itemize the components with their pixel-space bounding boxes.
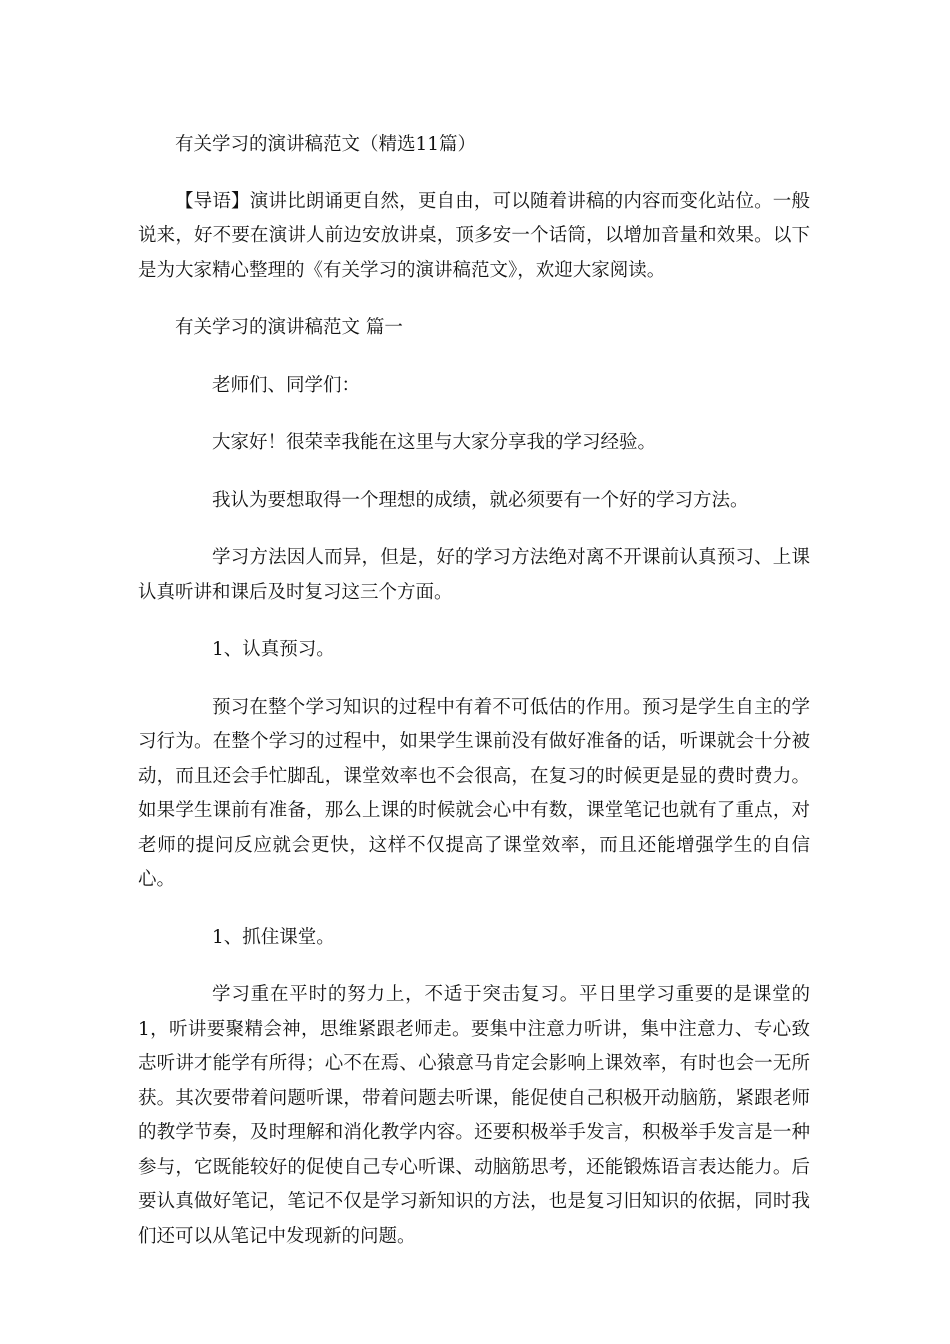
document-page bbox=[138, 128, 810, 1277]
point1-body: 预习在整个学习知识的过程中有着不可低估的作用。预习是学生自主的学习行为。在整个学习的过程中，如果学生课前没有做好准备的话，听课就会十分被动，而且还会手忙脚乱，课堂效率也不会很高，在复习的时候更是显的费时费力。如果学生课前有准备，那么上课的时候就会心中有数，课堂笔记也就有了重点，对老师的提问反应就会更快，这样不仅提高了课堂效率，而且还能增强学生的自信心。 bbox=[138, 696, 810, 890]
salutation: 老师们、同学们： bbox=[212, 374, 361, 396]
point2-title: 1、抓住课堂。 bbox=[212, 926, 335, 948]
point2-body: 学习重在平时的努力上，不适于突击复习。平日里学习重要的是课堂的1，听讲要聚精会神，思维紧跟老师走。要集中注意力听讲，集中注意力、专心致志听讲才能学有所得；心不在焉、心猿意马肯定会影响上课效率，有时也会一无所获。其次要带着问题听课，带着问题去听课，能促使自己积极开动脑筋，紧跟老师的教学节奏，及时理解和消化教学内容。还要积极举手发言，积极举手发言是一种参与，它既能较好的促使自己专心听课、动脑筋思考，还能锻炼语言表达能力。后要认真做好笔记，笔记不仅是学习新知识的方法，也是复习旧知识的依据，同时我们还可以从笔记中发现新的问题。 bbox=[138, 984, 810, 1247]
point1-title: 1、认真预习。 bbox=[212, 639, 335, 660]
intro-paragraph: 【导语】演讲比朗诵更自然，更自由，可以随着讲稿的内容而变化站位。一般说来，好不要在演讲人前边安放讲桌，顶多安一个话筒，以增加音量和效果。以下是为大家精心整理的《有关学习的演讲稿范文》，欢迎大家阅读。 bbox=[138, 190, 810, 281]
thesis-paragraph: 我认为要想取得一个理想的成绩，就必须要有一个好的学习方法。 bbox=[212, 489, 749, 511]
method-overview-paragraph: 学习方法因人而异，但是，好的学习方法绝对离不开课前认真预习、上课认真听讲和课后及时复习这三个方面。 bbox=[138, 547, 810, 603]
section-title: 有关学习的演讲稿范文 篇一 bbox=[175, 317, 403, 338]
greeting-paragraph: 大家好！很荣幸我能在这里与大家分享我的学习经验。 bbox=[212, 432, 657, 453]
document-title: 有关学习的演讲稿范文（精选11篇） bbox=[175, 134, 477, 155]
